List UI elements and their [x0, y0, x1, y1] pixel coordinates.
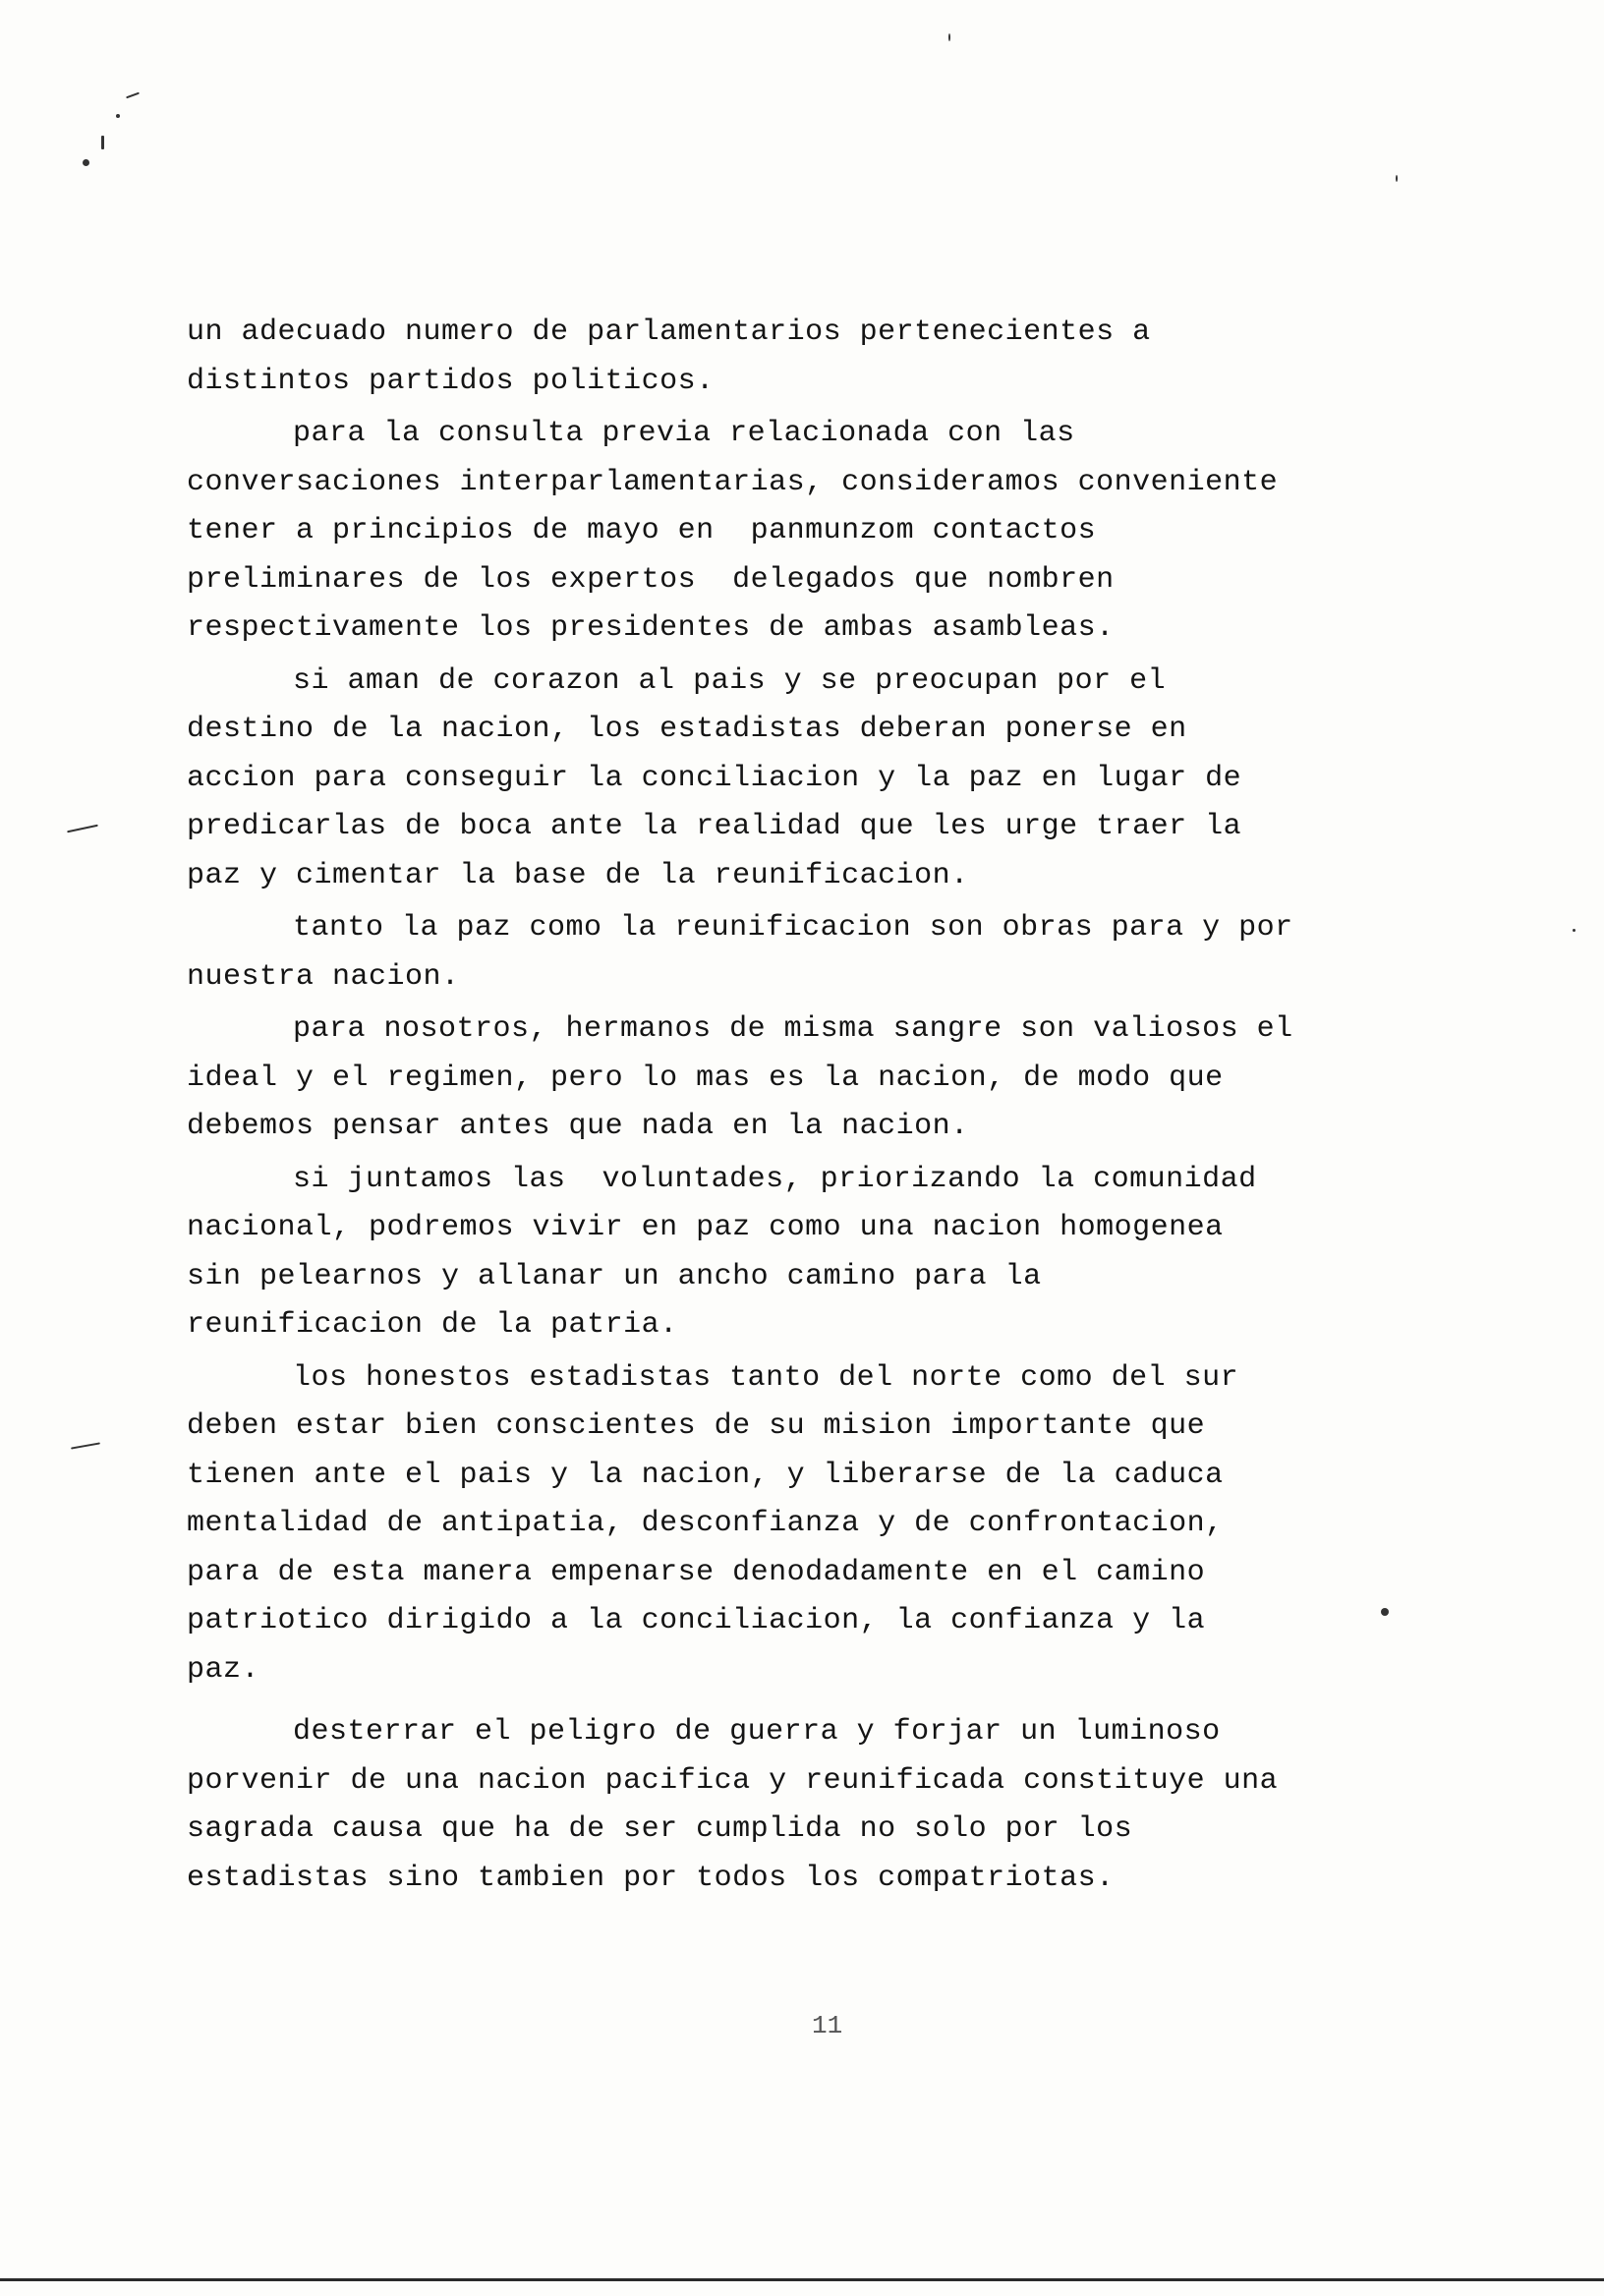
text-line: para nosotros, hermanos de misma sangre son valiosos el: [293, 1012, 1293, 1046]
text-line: porvenir de una nacion pacifica y reunificada constituye una: [187, 1763, 1279, 1798]
text-line: para de esta manera empenarse denodadamente en el camino: [187, 1555, 1206, 1589]
text-line: patriotico dirigido a la conciliacion, la confianza y la: [187, 1604, 1206, 1637]
scan-speck: [83, 159, 89, 166]
paragraph-2: [187, 410, 1415, 654]
text-line: si aman de corazon al pais y se preocupan por el: [293, 663, 1167, 698]
text-line: mentalidad de antipatia, desconfianza y de confrontacion,: [187, 1507, 1224, 1540]
scan-speck: [1573, 929, 1575, 932]
text-line: paz.: [187, 1652, 260, 1687]
paragraph-8: [187, 1708, 1415, 1903]
text-line: para la consulta previa relacionada con las: [293, 417, 1075, 450]
text-line: ideal y el regimen, pero lo mas es la nacion, de modo que: [187, 1061, 1224, 1095]
scan-speck: [116, 114, 120, 118]
text-line: debemos pensar antes que nada en la nacion.: [187, 1110, 969, 1143]
text-line: sin pelearnos y allanar un ancho camino para la: [187, 1259, 1042, 1293]
text-line: desterrar el peligro de guerra y forjar un luminoso: [293, 1715, 1221, 1749]
text-line: reunificacion de la patria.: [187, 1308, 678, 1342]
paragraph-6: [187, 1156, 1415, 1350]
document-body: [187, 309, 1415, 1907]
text-line: nuestra nacion.: [187, 959, 460, 994]
paragraph-4: [187, 904, 1415, 1002]
text-line: distintos partidos politicos.: [187, 364, 715, 398]
paragraph-5: [187, 1005, 1415, 1152]
scan-mark: [126, 92, 140, 99]
text-line: preliminares de los expertos delegados que nombren: [187, 562, 1115, 597]
text-line: nacional, podremos vivir en paz como una nacion homogenea: [187, 1211, 1224, 1244]
text-line: conversaciones interparlamentarias, consideramos conveniente: [187, 465, 1279, 499]
text-line: tener a principios de mayo en panmunzom contactos: [187, 514, 1097, 547]
paragraph-3: [187, 658, 1415, 901]
text-line: un adecuado numero de parlamentarios pertenecientes a: [187, 316, 1151, 349]
paragraph-1: [187, 309, 1415, 406]
text-line: deben estar bien conscientes de su mision importante que: [187, 1409, 1206, 1443]
text-line: respectivamente los presidentes de ambas asambleas.: [187, 611, 1115, 645]
scan-mark: [67, 825, 98, 833]
text-line: predicarlas de boca ante la realidad que les urge traer la: [187, 810, 1242, 843]
text-line: destino de la nacion, los estadistas deberan ponerse en: [187, 713, 1187, 746]
text-line: estadistas sino tambien por todos los compatriotas.: [187, 1861, 1115, 1895]
text-line: si juntamos las voluntades, priorizando la comunidad: [293, 1162, 1257, 1196]
text-line: los honestos estadistas tanto del norte como del sur: [293, 1360, 1239, 1395]
scan-speck: [1396, 175, 1398, 182]
text-line: paz y cimentar la base de la reunificacion.: [187, 858, 969, 892]
text-line: accion para conseguir la conciliacion y la paz en lugar de: [187, 761, 1242, 795]
text-line: tienen ante el pais y la nacion, y liberarse de la caduca: [187, 1458, 1224, 1492]
page-number: 11: [812, 2011, 843, 2040]
text-line: tanto la paz como la reunificacion son obras para y por: [293, 911, 1293, 945]
paragraph-7: [187, 1354, 1415, 1695]
scan-speck: [101, 136, 104, 149]
scan-bottom-edge: [0, 2278, 1604, 2281]
scan-mark: [71, 1442, 100, 1449]
text-line: sagrada causa que ha de ser cumplida no solo por los: [187, 1812, 1133, 1846]
scan-speck: [948, 33, 950, 41]
